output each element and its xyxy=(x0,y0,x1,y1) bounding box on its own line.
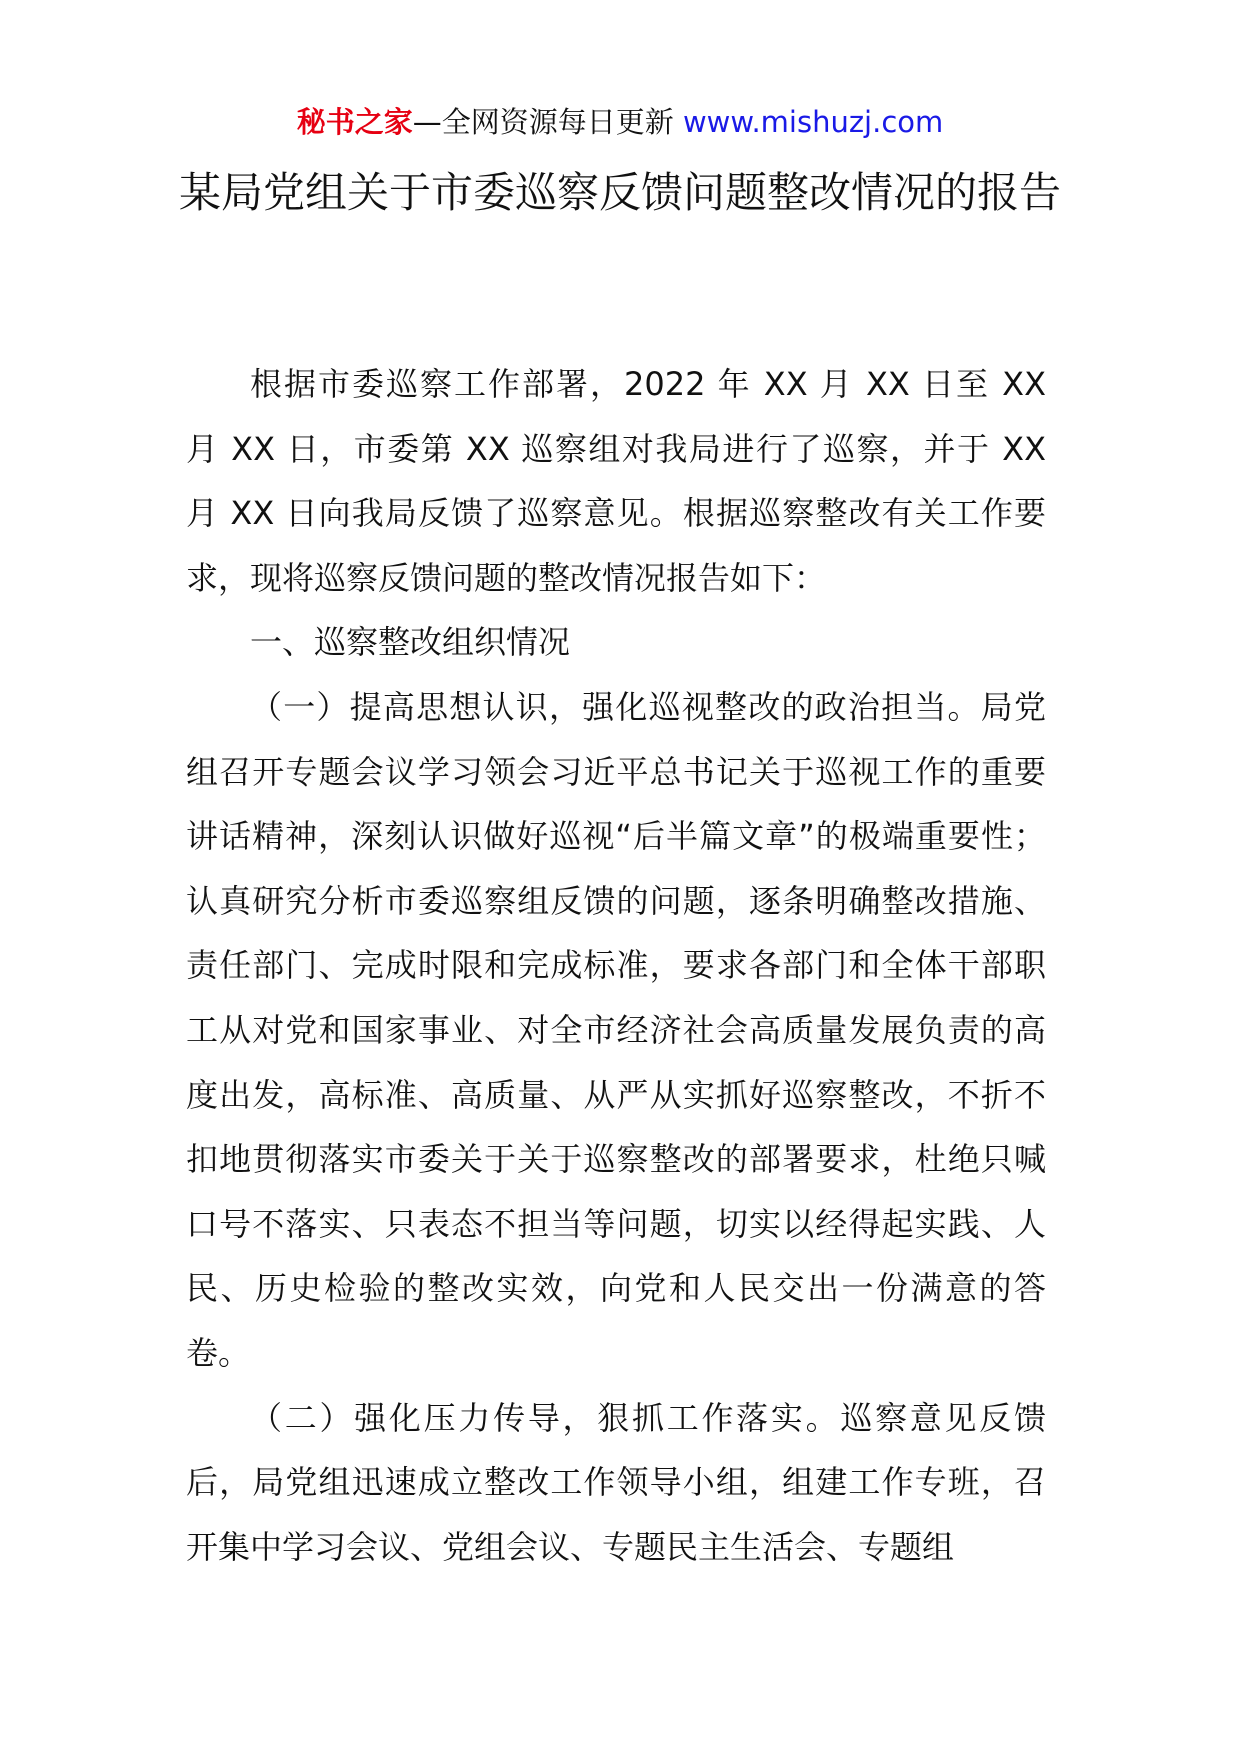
header-url[interactable]: www.mishuzj.com xyxy=(682,105,944,139)
paragraph-intro: 根据市委巡察工作部署，2022 年 XX 月 XX 日至 XX 月 XX 日，市委第 XX 巡察组对我局进行了巡察，并于 XX 月 XX 日向我局反馈了巡察意见。根据巡察整改有关工作要求，现将巡察反馈问题的整改情况报告如下： xyxy=(186,365,1046,597)
document-body xyxy=(186,352,1046,1579)
section-heading-1: 一、巡察整改组织情况 xyxy=(250,623,571,662)
header-brand: 秘书之家 xyxy=(296,105,413,139)
header-tagline: —全网资源每日更新 xyxy=(412,105,674,139)
paragraph-item-1: （一）提高思想认识，强化巡视整改的政治担当。局党组召开专题会议学习领会习近平总书记关于巡视工作的重要讲话精神，深刻认识做好巡视“后半篇文章”的极端重要性；认真研究分析市委巡察组反馈的问题，逐条明确整改措施、责任部门、完成时限和完成标准，要求各部门和全体干部职工从对党和国家事业、对全市经济社会高质量发展负责的高度出发，高标准、高质量、从严从实抓好巡察整改，不折不扣地贯彻落实市委关于关于巡察整改的部署要求，杜绝只喊口号不落实、只表态不担当等问题，切实以经得起实践、人民、历史检验的整改实效，向党和人民交出一份满意的答卷。 xyxy=(186,687,1046,1372)
document-title: 某局党组关于市委巡察反馈问题整改情况的报告 xyxy=(178,168,1061,217)
watermark-header xyxy=(0,100,1240,144)
paragraph-item-2: （二）强化压力传导，狠抓工作落实。巡察意见反馈后，局党组迅速成立整改工作领导小组，组建工作专班，召开集中学习会议、党组会议、专题民主生活会、专题组 xyxy=(186,1398,1046,1566)
